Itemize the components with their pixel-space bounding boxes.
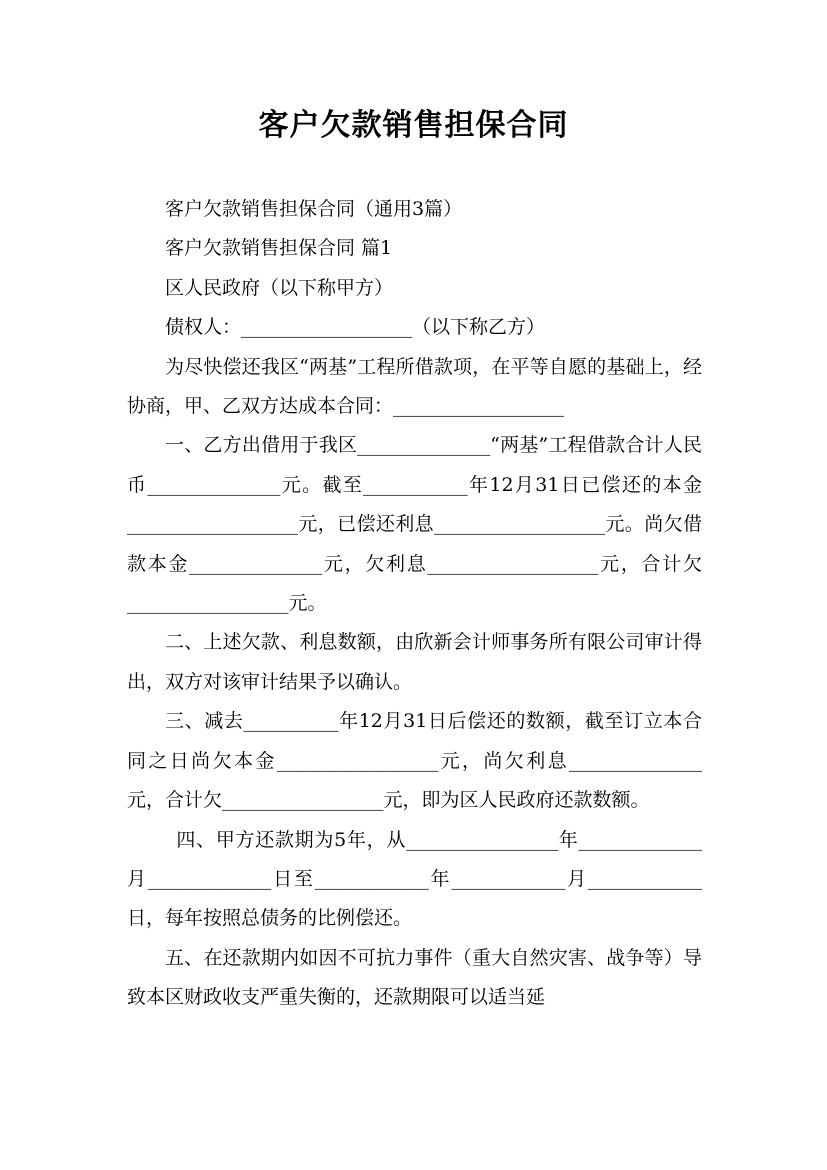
paragraph-clause-1: 一、乙方出借用于我区______________“两基”工程借款合计人民币______________元。截至___________年12月31日已偿还的本金__________________元，已偿还利息__________________元。尚欠借款本金______________元，欠利息__________________元，合计欠_________________元。 (127, 434, 702, 615)
paragraph-preamble: 为尽快偿还我区“两基”工程所借款项，在平等自愿的基础上，经协商，甲、乙双方达成本合同：__________________ (127, 355, 702, 418)
paragraph-party-a: 区人民政府（以下称甲方） (165, 276, 394, 299)
paragraph-clause-5: 五、在还款期内如因不可抗力事件（重大自然灾害、战争等）导致本区财政收支严重失衡的，还款期限可以适当延 (127, 946, 702, 1009)
document-title: 客户欠款销售担保合同 (258, 108, 569, 143)
paragraph-subheading: 客户欠款销售担保合同 篇1 (165, 237, 393, 260)
paragraph-party-b: 债权人：__________________（以下称乙方） (165, 316, 546, 339)
document-body (127, 190, 702, 1018)
paragraph-heading: 客户欠款销售担保合同（通用3篇） (165, 198, 463, 220)
paragraph-clause-4: 四、甲方还款期为5年，从________________年_____________月_____________日至____________年____________月____________日，每年按照总债务的比例偿还。 (127, 828, 702, 930)
paragraph-clause-2: 二、上述欠款、利息数额，由欣新会计师事务所有限公司审计得出，双方对该审计结果予以确认。 (127, 631, 702, 693)
paragraph-clause-3: 三、减去__________年12月31日后偿还的数额，截至订立本合同之日尚欠本金_________________元，尚欠利息______________元，合计欠_________________元，即为区人民政府还款数额。 (127, 710, 702, 812)
